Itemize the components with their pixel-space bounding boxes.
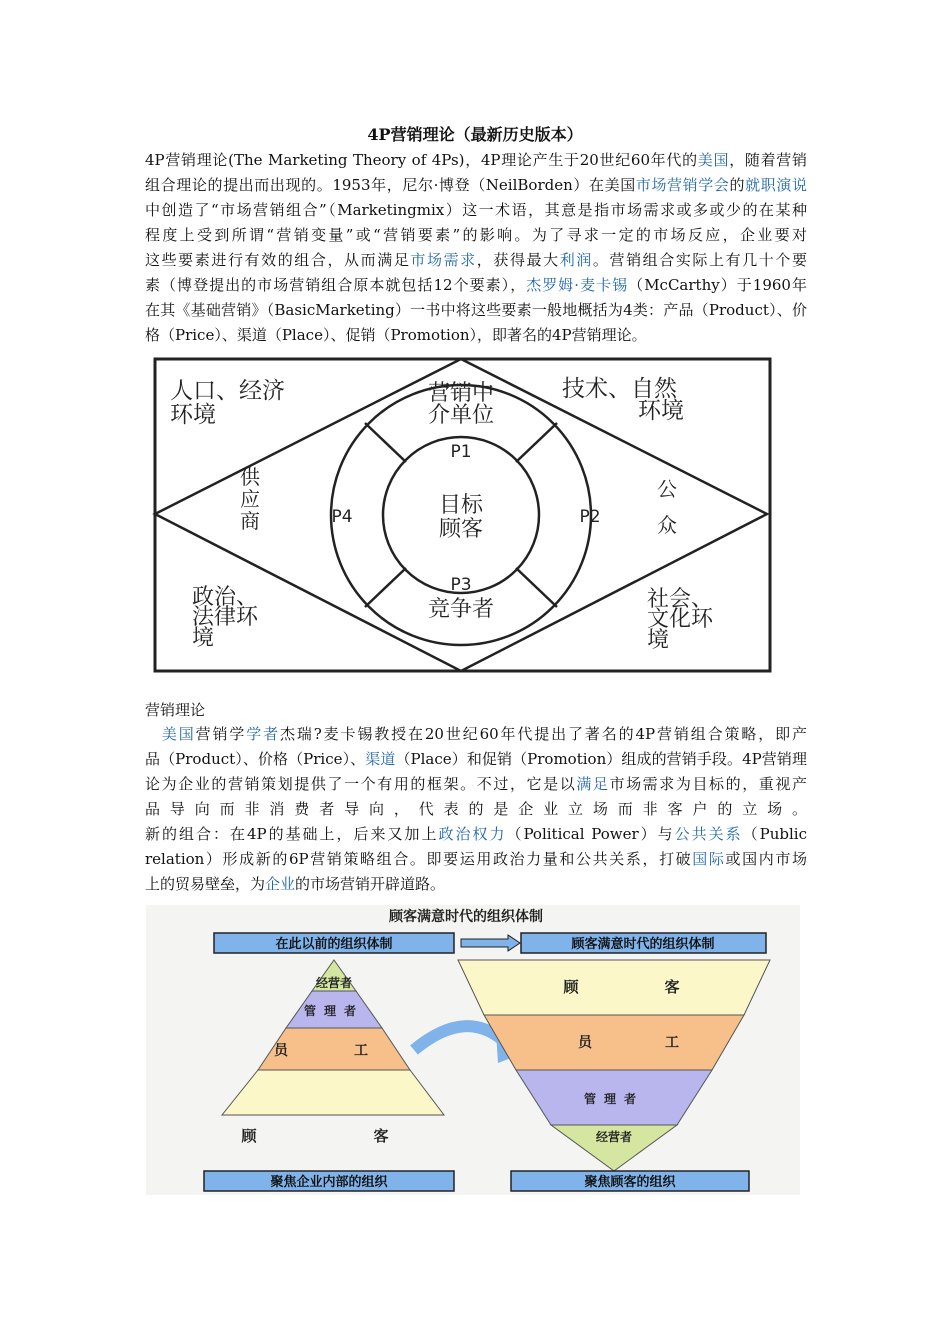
text-span: （Public [742,825,807,843]
text-span: （Place）和促销（Promotion）组成的营销手段。4P营销理 [395,750,807,768]
body-line [145,747,807,772]
inline-link[interactable]: 公共关系 [674,825,743,843]
left-layer-manager: 经营者 [315,976,353,990]
text-span: 格（Price）、渠道（Place）、促销（Promotion），即著名的4P营销理论。 [145,326,647,344]
left-layer-customer-a: 顾 [241,1127,257,1145]
body-line [145,722,807,747]
inline-link[interactable]: 杰罗姆·麦卡锡 [526,276,629,294]
right-layer-staff-b: 工 [665,1035,679,1051]
text-span [145,725,162,743]
text-span: 的市场营销开辟道路。 [295,875,446,893]
intro-line [145,323,807,348]
p1-label: P1 [450,442,472,462]
text-span: 上的贸易壁垒，为 [145,875,266,893]
body-line [145,772,807,797]
left-label-line1: 供 [240,465,260,489]
right-layer-admin: 管理者 [583,1092,645,1106]
p4-label: P4 [331,507,353,527]
right-layer-manager: 经营者 [595,1130,633,1144]
inline-link[interactable]: 市场需求 [410,251,477,269]
text-span: 中创造了“市场营销组合”（Marketingmix）这一术语，其意是指市场需求或多或少的在某种 [145,201,807,219]
top-label-line2: 介单位 [427,403,495,428]
body-line [145,822,807,847]
text-span: 杰瑞?麦卡锡教授在20世纪60年代提出了著名的4P营销组合策略，即产 [280,725,807,743]
corner-bl-line3: 境 [192,626,215,651]
text-span: 新的组合：在4P的基础上，后来又加上 [145,825,439,843]
text-span: 营销学 [195,725,247,743]
inline-link[interactable]: 国际 [692,850,726,868]
intro-line [145,173,807,198]
text-span: 。营销组合实际上有几十个要 [592,251,807,269]
text-span: 素（博登提出的市场营销组合原本就包括12个要素）， [145,276,527,294]
center-label-line2: 顾客 [438,517,484,542]
text-span: 品（Product）、价格（Price）、 [145,750,366,768]
corner-bl-line2: 法律环 [192,605,259,630]
text-span: ，随着营销 [729,151,807,169]
text-span: 组合理论的提出而出现的。1953年，尼尔·博登（NeilBorden）在美国 [145,176,636,194]
right-footer-label: 聚焦顾客的组织 [584,1175,676,1190]
intro-line [145,273,807,298]
right-header-label: 顾客满意时代的组织体制 [571,937,715,952]
p2-label: P2 [579,507,601,527]
text-span: 的 [729,176,746,194]
text-span: 或国内市场 [725,850,807,868]
section-heading: 营销理论 [145,701,206,719]
inline-link[interactable]: 就职演说 [745,176,807,194]
corner-br-line3: 境 [647,628,670,653]
inline-link[interactable]: 渠道 [365,750,396,768]
inline-link[interactable]: 美国 [697,151,730,169]
corner-tl-line2: 环境 [170,402,216,428]
text-span: 品导向而非消费者导向，代表的是企业立场而非客户的立场。 [145,800,807,818]
inline-link[interactable]: 利润 [559,251,593,269]
text-span: 在其《基础营销》（BasicMarketing）一书中将这些要素一般地概括为4类：产品（Product）、价 [145,301,807,319]
environment-diagram [150,354,790,679]
top-label-line1: 营销中 [427,381,495,406]
text-span: （McCarthy）于1960年 [628,276,807,294]
text-span: 市场需求为目标的，重视产 [609,775,807,793]
inline-link[interactable]: 美国 [161,725,196,743]
left-footer-label: 聚焦企业内部的组织 [270,1175,388,1190]
corner-tl-line1: 人口、经济 [170,378,285,404]
intro-line [145,223,807,248]
body-line [145,847,807,872]
corner-tr-line1: 技术、自然 [562,376,677,402]
bottom-label: 竞争者 [427,597,495,622]
text-span: ，获得最大 [476,251,560,269]
org-diagram-title: 顾客满意时代的组织体制 [389,909,543,925]
intro-line [145,298,807,323]
intro-line [145,148,807,173]
body-line [145,872,807,897]
left-header-label: 在此以前的组织体制 [275,937,393,952]
left-label-line3: 商 [240,509,260,533]
inline-link[interactable]: 政治权力 [438,825,507,843]
right-label-line1: 公 [657,477,677,501]
center-label-line1: 目标 [438,493,484,518]
intro-line [145,248,807,273]
inline-link[interactable]: 企业 [265,875,296,893]
right-layer-customer-b: 客 [664,978,680,996]
text-span: 程度上受到所谓“营销变量”或“营销要素”的影响。为了寻求一定的市场反应，企业要对 [145,226,807,244]
inline-link[interactable]: 市场营销学会 [635,176,730,194]
text-span: 4P营销理论(The Marketing Theory of 4Ps)，4P理论产生于20世纪60年代的 [145,151,698,169]
document-title: 4P营销理论（最新历史版本） [367,125,583,144]
text-span: 论为企业的营销策划提供了一个有用的框架。不过，它是以 [145,775,577,793]
corner-br-line2: 文化环 [647,607,714,632]
left-label-line2: 应 [240,487,260,511]
intro-paragraph [145,148,807,348]
right-label-line2: 众 [657,513,677,537]
body-line [145,797,807,822]
organization-diagram [146,905,800,1195]
left-layer-customer-b: 客 [373,1127,389,1145]
corner-tr-line2: 环境 [638,398,684,424]
corner-br-line1: 社会、 [647,587,714,612]
right-layer-staff-a: 员 [578,1035,592,1051]
right-layer-customer-a: 顾 [563,978,579,996]
text-span: 这些要素进行有效的组合，从而满足 [145,251,411,269]
left-layer-admin: 管理者 [303,1004,365,1018]
text-span: （Political Power）与 [506,825,675,843]
inline-link[interactable]: 学者 [246,725,280,743]
corner-bl-line1: 政治、 [192,585,259,610]
body-paragraph [145,722,807,897]
left-layer-staff-a: 员 [274,1043,288,1059]
inline-link[interactable]: 满足 [576,775,610,793]
text-span: relation）形成新的6P营销策略组合。即要运用政治力量和公共关系，打破 [145,850,693,868]
left-layer-staff-b: 工 [354,1043,368,1059]
p3-label: P3 [450,575,472,595]
intro-line [145,198,807,223]
